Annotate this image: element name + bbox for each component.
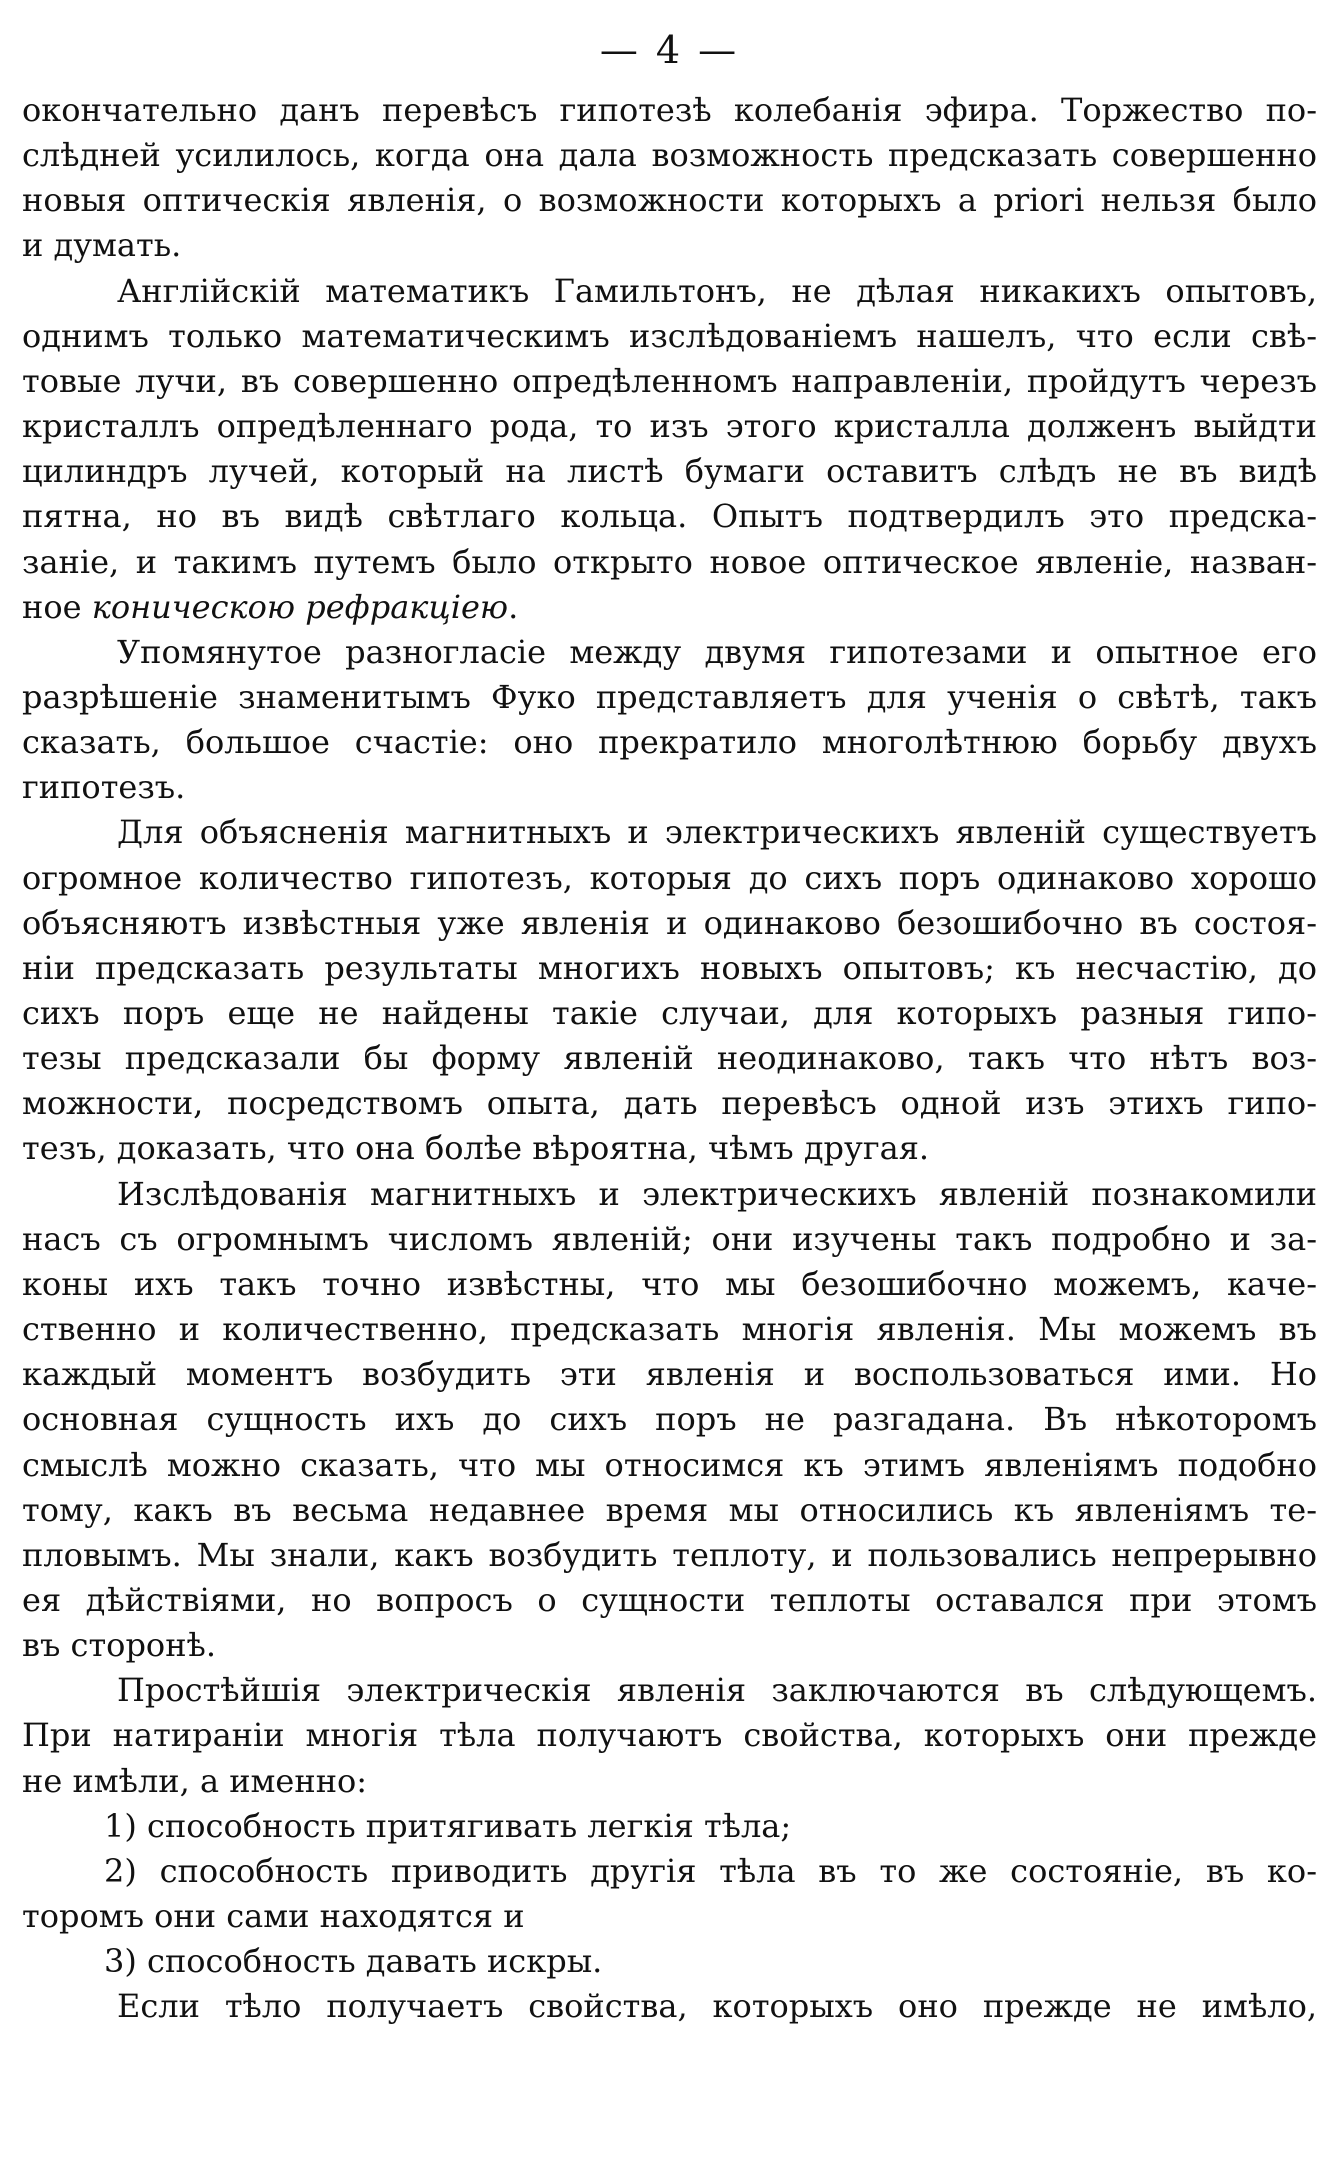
line-text: каждый моментъ возбудить эти явленія и воспользоваться ими. Но [22, 1355, 1317, 1394]
line-text: Если тѣло получаетъ свойства, которыхъ оно прежде не имѣло, [117, 1987, 1317, 2026]
line-text: и думать. [22, 226, 182, 265]
text-line [22, 1443, 1317, 1488]
text-line [22, 223, 1317, 268]
text-line [22, 269, 1317, 314]
text-line [22, 1713, 1317, 1758]
text-line [22, 1804, 1317, 1849]
text-line [22, 585, 1317, 630]
line-text: объясняютъ извѣстныя уже явленія и одинаково безошибочно въ состоя- [22, 903, 1317, 942]
line-text: однимъ только математическимъ изслѣдованіемъ нашелъ, что если свѣ- [22, 316, 1317, 355]
text-line [22, 494, 1317, 539]
text-line [22, 1217, 1317, 1262]
line-text: ніи предсказать результаты многихъ новыхъ опытовъ; къ несчастію, до [22, 948, 1317, 987]
text-line [22, 720, 1317, 765]
text-line [22, 1668, 1317, 1713]
line-text: тезъ, доказать, что она болѣе вѣроятна, чѣмъ другая. [22, 1129, 930, 1168]
text-line [22, 1533, 1317, 1578]
line-text: не имѣли, а именно: [22, 1761, 368, 1800]
line-text: ственно и количественно, предсказать многія явленія. Мы можемъ въ [22, 1310, 1317, 1349]
line-text: ея дѣйствіями, но вопросъ о сущности теплоты оставался при этомъ [22, 1580, 1317, 1619]
line-text: торомъ они сами находятся и [22, 1897, 525, 1935]
text-line [22, 1307, 1317, 1352]
text-line [22, 88, 1317, 133]
line-text: разрѣшеніе знаменитымъ Фуко представляетъ для ученія о свѣтѣ, такъ [22, 677, 1317, 716]
text-line [22, 901, 1317, 946]
text-line [22, 449, 1317, 494]
line-text: насъ съ огромнымъ числомъ явленій; они изучены такъ подробно и за- [22, 1219, 1317, 1258]
text-line [22, 765, 1317, 810]
line-suffix: . [508, 587, 519, 626]
line-text: ное [22, 587, 92, 626]
line-text: товые лучи, въ совершенно опредѣленномъ направленіи, пройдутъ черезъ [22, 361, 1317, 400]
line-text: коны ихъ такъ точно извѣстны, что мы безошибочно можемъ, каче- [22, 1264, 1317, 1303]
line-text: пятна, но въ видѣ свѣтлаго кольца. Опытъ подтвердилъ это предска- [22, 497, 1317, 536]
line-text: 3) способность давать искры. [104, 1942, 603, 1981]
text-line [22, 1939, 1317, 1984]
text-line [22, 1352, 1317, 1397]
text-line [22, 1262, 1317, 1307]
text-line [22, 1759, 1317, 1804]
text-line [22, 540, 1317, 585]
text-line [22, 359, 1317, 404]
line-text: основная сущность ихъ до сихъ поръ не разгадана. Въ нѣкоторомъ [22, 1400, 1317, 1439]
line-text: кристаллъ опредѣленнаго рода, то изъ этого кристалла долженъ выйдти [22, 407, 1317, 446]
text-line [22, 1894, 1317, 1939]
line-text: тезы предсказали бы форму явленій неодинаково, такъ что нѣтъ воз- [22, 1039, 1317, 1078]
line-text: Простѣйшія электрическія явленія заключаются въ слѣдующемъ. [117, 1671, 1317, 1710]
text-line [22, 1126, 1317, 1171]
text-line [22, 1172, 1317, 1217]
text-line [22, 178, 1317, 223]
italic-term: коническою рефракціею [91, 587, 509, 626]
text-line [22, 1984, 1317, 2029]
line-text: цилиндръ лучей, который на листѣ бумаги оставитъ слѣдъ не въ видѣ [22, 452, 1317, 491]
line-text: слѣдней усилилось, когда она дала возможность предсказать совершенно [22, 136, 1317, 175]
text-line [22, 1623, 1317, 1668]
line-text: Упомянутое разногласіе между двумя гипотезами и опытное его [117, 632, 1317, 671]
line-text: пловымъ. Мы знали, какъ возбудить теплоту, и пользовались непрерывно [22, 1535, 1317, 1574]
line-text: сихъ поръ еще не найдены такіе случаи, для которыхъ разныя гипо- [22, 994, 1317, 1032]
line-text: Для объясненія магнитныхъ и электрическихъ явленій существуетъ [117, 813, 1317, 852]
line-text: смыслѣ можно сказать, что мы относимся къ этимъ явленіямъ подобно [22, 1445, 1317, 1484]
line-text: При натираніи многія тѣла получаютъ свойства, которыхъ они прежде [22, 1716, 1317, 1755]
text-line [22, 991, 1317, 1036]
text-line [22, 314, 1317, 359]
line-text: новыя оптическія явленія, о возможности которыхъ a priori нельзя было [22, 181, 1317, 220]
line-text: заніе, и такимъ путемъ было открыто новое оптическое явленіе, назван- [22, 542, 1317, 581]
text-line [22, 1578, 1317, 1623]
document-page [22, 0, 1317, 2160]
text-line [22, 133, 1317, 178]
page-number: — 4 — [599, 28, 740, 72]
text-line [22, 1036, 1317, 1081]
text-line [22, 810, 1317, 855]
text-line [22, 1397, 1317, 1442]
line-text: можности, посредствомъ опыта, дать перевѣсъ одной изъ этихъ гипо- [22, 1084, 1317, 1123]
line-text: тому, какъ въ весьма недавнее время мы относились къ явленіямъ те- [22, 1490, 1317, 1529]
line-text: 1) способность притягивать легкія тѣла; [104, 1806, 792, 1845]
text-line [22, 1081, 1317, 1126]
line-text: Англійскій математикъ Гамильтонъ, не дѣлая никакихъ опытовъ, [117, 271, 1317, 310]
text-line [22, 1849, 1317, 1894]
line-text: гипотезъ. [22, 768, 186, 807]
text-line [22, 404, 1317, 449]
line-text: въ сторонѣ. [22, 1626, 216, 1665]
line-text: Изслѣдованія магнитныхъ и электрическихъ явленій познакомили [117, 1174, 1317, 1213]
text-line [22, 675, 1317, 720]
text-line [22, 1488, 1317, 1533]
text-line [22, 946, 1317, 991]
line-text: сказать, большое счастіе: оно прекратило многолѣтнюю борьбу двухъ [22, 723, 1317, 762]
line-text: 2) способность приводить другія тѣла въ то же состояніе, въ ко- [104, 1851, 1317, 1890]
text-line [22, 630, 1317, 675]
text-line [22, 856, 1317, 901]
line-text: огромное количество гипотезъ, которыя до сихъ поръ одинаково хорошо [22, 858, 1317, 897]
line-text: окончательно данъ перевѣсъ гипотезѣ колебанія эфира. Торжество по- [22, 91, 1317, 129]
